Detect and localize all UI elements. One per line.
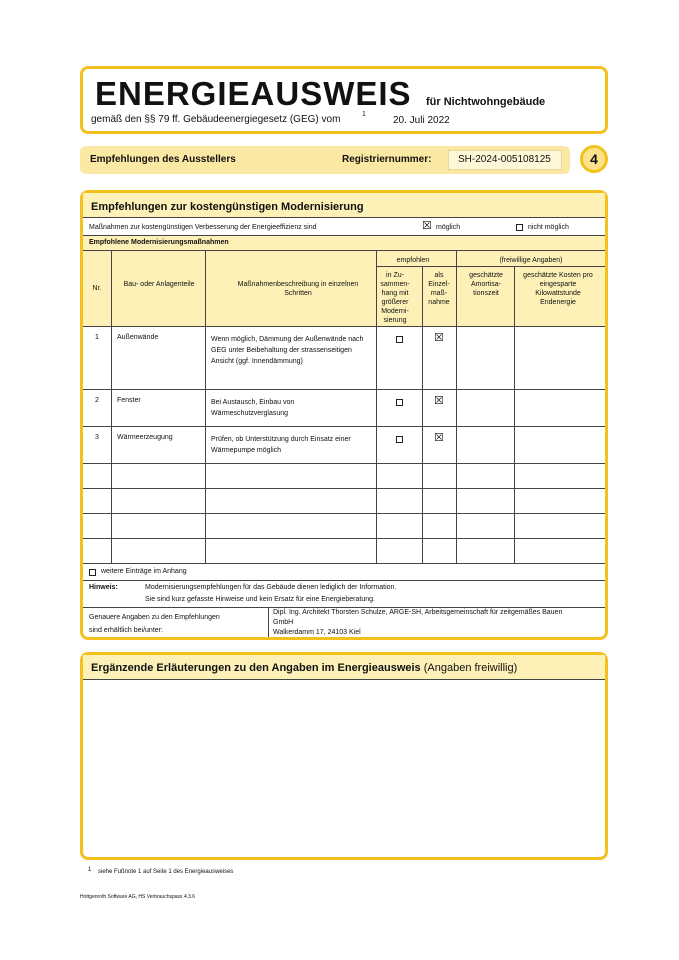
more-entries-label: weitere Einträge im Anhang (101, 568, 187, 575)
registration-label: Registriernummer: (342, 154, 432, 165)
page-number: 4 (580, 145, 608, 173)
recommended-title: Empfohlene Modernisierungsmaßnahmen (89, 239, 229, 246)
header-sub-line (456, 266, 605, 267)
row-component: Wärmeerzeugung (117, 434, 173, 441)
certificate-header (80, 66, 608, 134)
row-nr: 2 (95, 397, 99, 404)
contact-line-3: Walkerdamm 17, 24103 Kiel (273, 629, 361, 636)
header-optional: (freiwillige Angaben) (499, 257, 563, 264)
notes-line-1: Modernisierungsempfehlungen für das Gebäude dienen lediglich der Information. (145, 584, 397, 591)
contact-line-2: GmbH (273, 619, 294, 626)
additional-title-suffix: (Angaben freiwillig) (423, 662, 518, 674)
header-single: als Einzel-maß-nahme (428, 272, 450, 306)
row-single-checkbox[interactable]: ☒ (434, 395, 444, 407)
row-nr: 3 (95, 434, 99, 441)
header-sub-line (376, 266, 456, 267)
document-title: ENERGIEAUSWEIS (95, 75, 412, 112)
software-credit: Hottgenroth Software AG, HS Verbrauchspass 4.3.6 (80, 894, 196, 900)
notes-label: Hinweis: (89, 584, 118, 591)
notes-line-2: Sie sind kurz gefasste Hinweise und kein Ersatz für eine Energieberatung. (145, 596, 375, 603)
section-title: Empfehlungen zur kostengünstigen Modernisierung (91, 201, 364, 213)
not-possible-checkbox[interactable] (516, 224, 523, 231)
row-description: Wenn möglich, Dämmung der Außenwände nach GEG unter Beibehaltung der strassenseitigen Ansicht (ggf. Innendämmung) (211, 336, 364, 365)
contact-line-1: Dipl. Ing. Architekt Thorsten Schulze, ARGE-SH, Arbeitsgemeinschaft für zeitgemäßes Bauen (273, 609, 563, 616)
row-description: Bei Austausch, Einbau von Wärmeschutzverglasung (211, 399, 295, 417)
measures-text: Maßnahmen zur kostengünstigen Verbesserung der Energieeffizienz sind (89, 224, 317, 231)
additional-notes-section (80, 652, 608, 860)
modernisation-section (80, 190, 608, 640)
law-date: 20. Juli 2022 (393, 115, 450, 126)
row-description: Prüfen, ob Unterstützung durch Einsatz einer Wärmepumpe möglich (211, 436, 351, 454)
additional-title (91, 662, 517, 674)
row-component: Fenster (117, 397, 141, 404)
row-nr: 1 (95, 334, 99, 341)
possible-checkbox[interactable]: ☒ (422, 220, 432, 232)
registration-number: SH-2024-005108125 (458, 154, 551, 165)
more-entries-checkbox[interactable] (89, 569, 96, 576)
header-nr: Nr. (92, 285, 102, 292)
contact-label-2: sind erhältlich bei/unter: (89, 627, 163, 634)
header-costs: geschätzte Kosten pro eingesparte Kilowattstunde Endenergie (523, 272, 593, 306)
header-together: in Zu-sammen-hang mit größerer Moderni-sierung (380, 272, 410, 324)
row-together-checkbox[interactable] (396, 336, 403, 343)
row-single-checkbox[interactable]: ☒ (434, 332, 444, 344)
footer-footnote-mark: 1 (88, 867, 92, 873)
document-subtitle: für Nichtwohngebäude (426, 96, 546, 108)
possible-label: möglich (436, 224, 461, 231)
law-reference: gemäß den §§ 79 ff. Gebäudeenergiegesetz (GEG) vom (91, 114, 341, 125)
header-recommended: empfohlen (396, 257, 430, 264)
row-component: Außenwände (117, 334, 159, 341)
row-together-checkbox[interactable] (396, 436, 403, 443)
contact-label-1: Genauere Angaben zu den Empfehlungen (89, 614, 220, 621)
header-amortisation: geschätzte Amortisa-tionszeit (469, 272, 503, 297)
recommendations-band (80, 146, 570, 174)
additional-title-main: Ergänzende Erläuterungen zu den Angaben im Energieausweis (91, 662, 421, 674)
header-description: Maßnahmenbeschreibung in einzelnen Schritten (237, 281, 359, 297)
band-title: Empfehlungen des Ausstellers (90, 154, 236, 165)
row-together-checkbox[interactable] (396, 399, 403, 406)
row-single-checkbox[interactable]: ☒ (434, 432, 444, 444)
not-possible-label: nicht möglich (528, 224, 569, 231)
footnote-mark: 1 (362, 111, 366, 118)
footer-footnote: siehe Fußnote 1 auf Seite 1 des Energieausweises (98, 869, 234, 875)
header-component: Bau- oder Anlagenteile (123, 281, 195, 288)
